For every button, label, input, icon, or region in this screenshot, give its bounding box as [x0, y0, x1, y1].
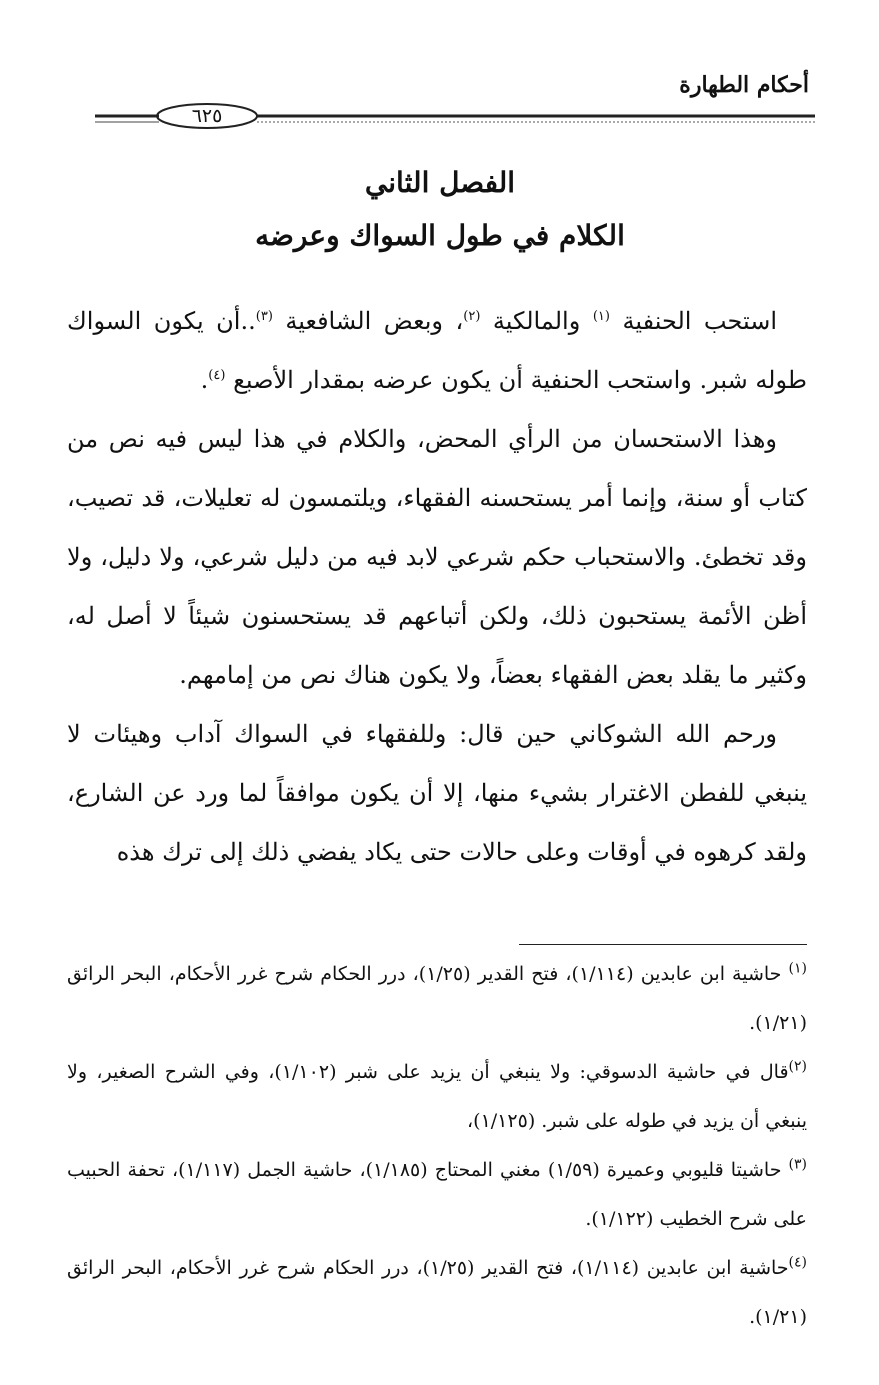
footnote-1: $^{(١)}$ حاشية ابن عابدين (١/١١٤)، فتح القدير (١/٢٥)، درر الحكام شرح غرر الأحكام، البحر الرائق (١/٢١).: [67, 960, 807, 1034]
header-rule: [95, 100, 815, 134]
paragraph-3: ورحم الله الشوكاني حين قال: وللفقهاء في السواك آداب وهيئات لا ينبغي للفطن الاغترار بشيء منها، إلا أن يكون موافقاً لما ورد عن الشارع، ولقد كرهوه في أوقات وعلى حالات حتى يكاد يفضي ذلك إلى ترك هذه: [67, 720, 807, 866]
footnote-2: $^{(٢)}$قال في حاشية الدسوقي: ولا ينبغي أن يزيد على شبر (١/١٠٢)، وفي الشرح الصغير، ولا ينبغي أن يزيد في طوله على شبر. (١/١٢٥)،: [67, 1058, 807, 1132]
paragraph-2: وهذا الاستحسان من الرأي المحض، والكلام في هذا ليس فيه نص من كتاب أو سنة، وإنما أمر يستحسنه الفقهاء، ويلتمسون له تعليلات، قد تصيب، وقد تخطئ. والاستحباب حكم شرعي لابد فيه من دليل شرعي، ولا دليل، ولا أظن الأئمة يستحبون ذلك، ولكن أتباعهم قد يستحسنون شيئاً لا أصل له، وكثير ما يقلد بعض الفقهاء بعضاً، ولا يكون هناك نص من إمامهم.: [67, 425, 807, 689]
footnote-ref-3: (٣): [255, 309, 273, 324]
chapter-title: الفصل الثاني: [364, 166, 516, 199]
page-number: ٦٢٥: [191, 105, 223, 127]
paragraph-1: استحب الحنفية $^{(١)}$ والمالكية $^{(٢)}$، وبعض الشافعية $^{(٣)}$..أن يكون السواك طوله شبر. واستحب الحنفية أن يكون عرضه بمقدار الأصبع $^{(٤)}$.: [67, 307, 807, 394]
main-text: [67, 292, 807, 882]
chapter-subtitle: الكلام في طول السواك وعرضه: [255, 219, 625, 252]
footnote-4: $^{(٤)}$حاشية ابن عابدين (١/١١٤)، فتح القدير (١/٢٥)، درر الحكام شرح غرر الأحكام، البحر الرائق (١/٢١).: [67, 1254, 807, 1328]
footnote-mark: (١): [788, 960, 807, 977]
footnote-ref-1: (١): [592, 309, 610, 324]
footnote-3: $^{(٣)}$ حاشيتا قليوبي وعميرة (١/٥٩) مغني المحتاج (١/١٨٥)، حاشية الجمل (١/١١٧)، تحفة الحبيب على شرح الخطيب (١/١٢٢).: [67, 1156, 807, 1230]
footnote-ref-4: (٤): [208, 368, 226, 383]
footnote-separator: [519, 944, 807, 945]
footnote-mark: (٣): [788, 1156, 807, 1173]
footnote-ref-2: (٢): [463, 309, 481, 324]
footnote-mark: (٤): [788, 1254, 807, 1271]
footnotes: [67, 950, 807, 1342]
footnote-mark: (٢): [788, 1058, 807, 1075]
running-header: أحكام الطهارة: [679, 72, 809, 98]
